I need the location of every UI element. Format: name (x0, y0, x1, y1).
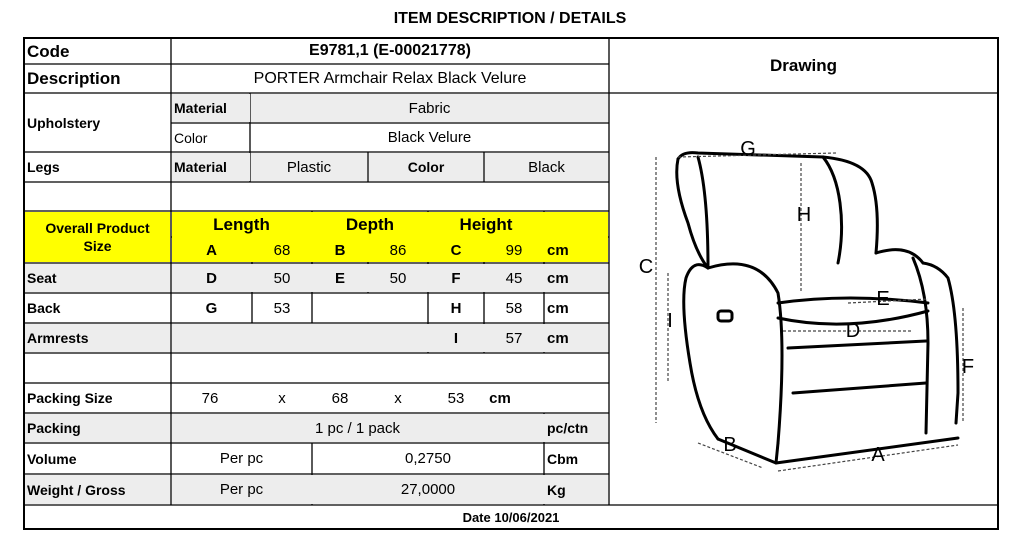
dim-value-i: 57 (505, 329, 523, 347)
dim-value-g: 53 (273, 299, 291, 317)
upholstery-color-label: Color (174, 129, 208, 146)
legs-material: Plastic (286, 158, 332, 176)
dim-value-b: 86 (389, 241, 407, 259)
label-i: I (667, 310, 673, 332)
packing-label: Packing (27, 420, 81, 436)
description-label: Description (27, 69, 121, 88)
packing-size-depth: 68 (331, 389, 349, 407)
upholstery-material-label: Material (174, 100, 227, 116)
label-g: G (740, 138, 756, 160)
packing-size-label: Packing Size (27, 390, 113, 406)
dim-value-e: 50 (389, 269, 407, 287)
volume-unit: Cbm (547, 450, 579, 467)
packing-unit: pc/ctn (547, 420, 589, 436)
overall-unit: cm (547, 241, 569, 259)
weight-label: Weight / Gross (27, 481, 126, 498)
dim-key-c: C (450, 241, 462, 259)
legs-material-label: Material (174, 159, 227, 175)
dim-value-h: 58 (505, 299, 523, 317)
code-value: E9781,1 (E-00021778) (309, 42, 471, 59)
packing-value: 1 pc / 1 pack (314, 419, 401, 437)
packing-size-height: 53 (447, 389, 465, 407)
label-b: B (723, 434, 737, 456)
dim-key-i: I (453, 329, 459, 347)
seat-label: Seat (27, 270, 57, 286)
document-date: Date 10/06/2021 (462, 510, 560, 525)
dim-value-d: 50 (273, 269, 291, 287)
armrests-unit: cm (547, 329, 569, 347)
label-c: C (638, 256, 654, 278)
height-header: Height (459, 214, 513, 234)
volume-label: Volume (27, 450, 77, 467)
drawing-label: Drawing (769, 56, 838, 75)
dim-key-h: H (450, 299, 462, 317)
volume-per: Per pc (219, 450, 264, 467)
packing-size-x2: x (394, 389, 402, 407)
label-h: H (796, 204, 812, 226)
dim-value-f: 45 (505, 269, 523, 287)
dim-key-g: G (205, 299, 218, 317)
dim-key-a: A (206, 241, 217, 259)
overall-size-label: Overall Product Size (45, 219, 150, 254)
dim-key-d: D (206, 269, 217, 287)
weight-unit: Kg (547, 481, 566, 498)
packing-size-unit: cm (489, 389, 511, 407)
label-e: E (876, 288, 890, 310)
label-a: A (871, 444, 885, 466)
armchair-drawing (608, 93, 999, 501)
dim-key-e: E (334, 269, 345, 287)
weight-per: Per pc (219, 481, 264, 498)
depth-header: Depth (345, 214, 395, 234)
label-d: D (845, 320, 861, 342)
packing-size-x1: x (278, 389, 286, 407)
label-f: F (961, 356, 975, 378)
upholstery-color: Black Velure (387, 129, 472, 146)
back-label: Back (27, 300, 61, 316)
seat-unit: cm (547, 269, 569, 287)
upholstery-label: Upholstery (27, 114, 101, 131)
legs-color-label: Color (407, 159, 445, 175)
weight-value: 27,0000 (400, 481, 456, 498)
back-unit: cm (547, 299, 569, 317)
legs-color: Black (528, 158, 565, 176)
length-header: Length (213, 214, 270, 234)
dim-key-f: F (451, 269, 461, 287)
volume-value: 0,2750 (405, 450, 451, 467)
legs-label: Legs (27, 159, 60, 175)
description-value: PORTER Armchair Relax Black Velure (253, 69, 527, 87)
code-label: Code (27, 41, 70, 61)
packing-size-length: 76 (201, 389, 219, 407)
upholstery-material: Fabric (408, 99, 451, 117)
dim-key-b: B (334, 241, 346, 259)
document-title: ITEM DESCRIPTION / DETAILS (393, 10, 627, 27)
armrests-label: Armrests (27, 330, 89, 346)
dim-value-a: 68 (273, 241, 291, 259)
dim-value-c: 99 (505, 241, 523, 259)
